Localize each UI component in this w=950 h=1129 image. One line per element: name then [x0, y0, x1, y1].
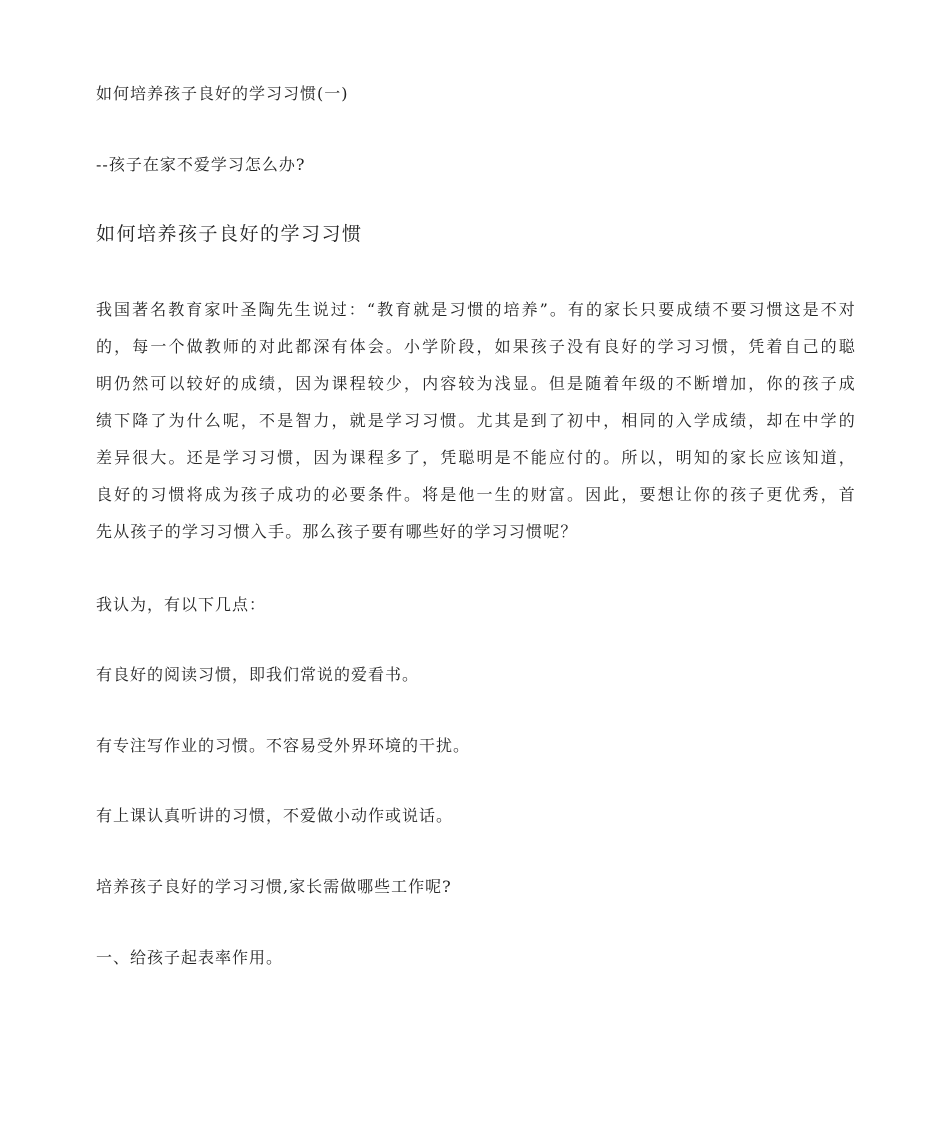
point-item: 有良好的阅读习惯，即我们常说的爱看书。	[96, 665, 420, 684]
points-intro-line: 我认为，有以下几点：	[96, 595, 267, 614]
document-title-line: 如何培养孩子良好的学习习惯(一)	[96, 84, 349, 103]
document-subtitle-line: --孩子在家不爱学习怎么办?	[96, 155, 306, 174]
parents-question-line: 培养孩子良好的学习习惯,家长需做哪些工作呢?	[96, 877, 452, 896]
paragraph-line: 我国著名教育家叶圣陶先生说过：“教育就是习惯的培养”。有的家长只要成绩不要习惯这是不对	[96, 300, 856, 319]
paragraph-line: 绩下降了为什么呢，不是智力，就是学习习惯。尤其是到了初中，相同的入学成绩，却在中学的	[96, 411, 856, 430]
point-item: 有上课认真听讲的习惯，不爱做小动作或说话。	[96, 806, 454, 825]
paragraph-line: 差异很大。还是学习习惯，因为课程多了，凭聪明是不能应付的。所以，明知的家长应该知道，	[96, 448, 856, 467]
document-heading: 如何培养孩子良好的学习习惯	[96, 223, 363, 245]
paragraph-line: 良好的习惯将成为孩子成功的必要条件。将是他一生的财富。因此，要想让你的孩子更优秀，首	[96, 485, 856, 504]
point-item: 有专注写作业的习惯。不容易受外界环境的干扰。	[96, 736, 471, 755]
paragraph-line: 的，每一个做教师的对此都深有体会。小学阶段，如果孩子没有良好的学习习惯，凭着自己的聪	[96, 337, 856, 356]
paragraph-line: 明仍然可以较好的成绩，因为课程较少，内容较为浅显。但是随着年级的不断增加，你的孩子成	[96, 374, 856, 393]
paragraph-line: 先从孩子的学习习惯入手。那么孩子要有哪些好的学习习惯呢？	[96, 522, 578, 541]
section-heading: 一、给孩子起表率作用。	[96, 948, 284, 967]
intro-paragraph	[96, 291, 856, 550]
